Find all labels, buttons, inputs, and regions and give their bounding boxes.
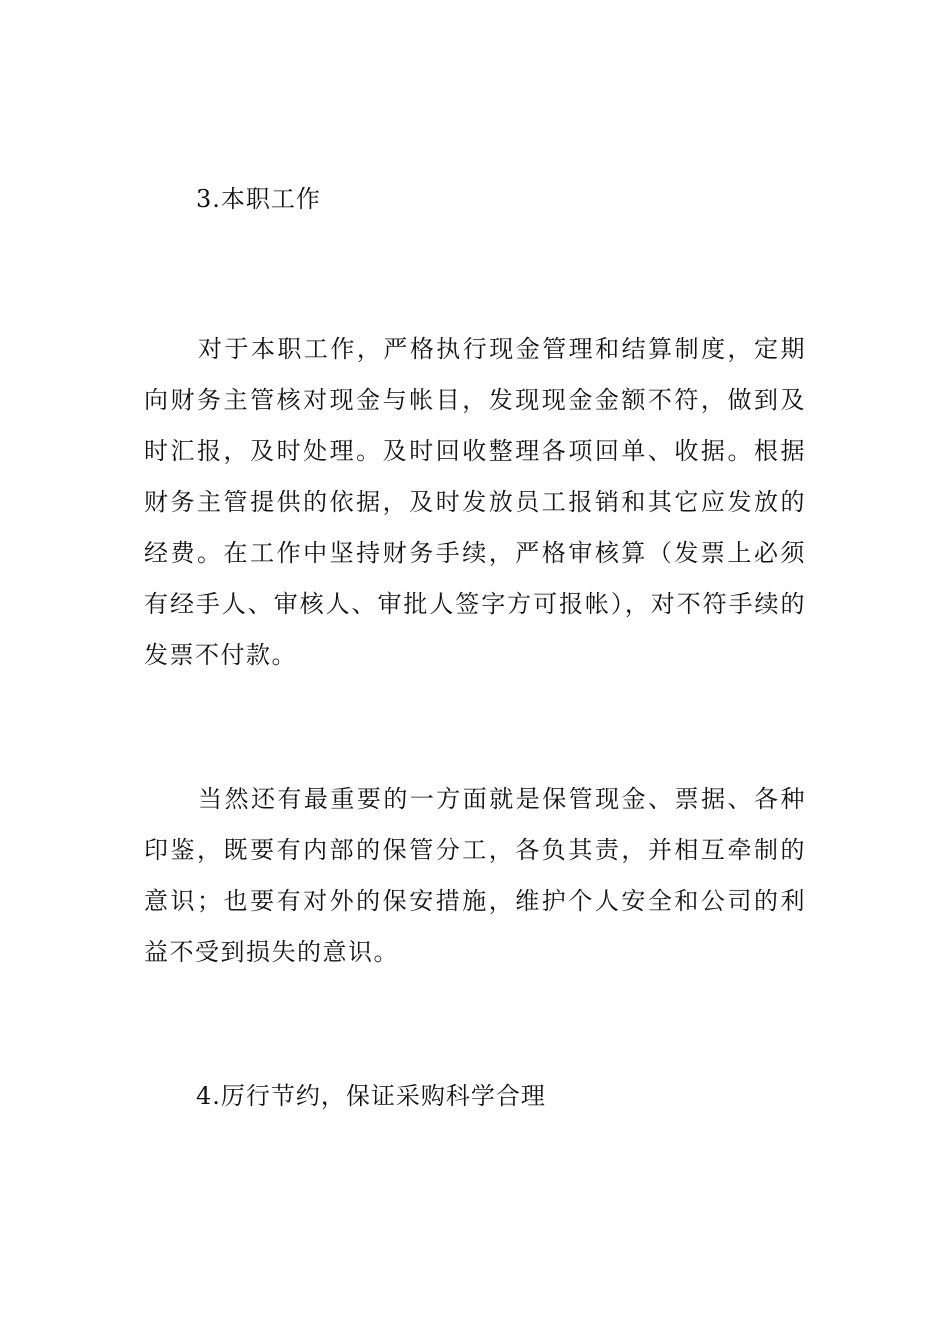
- paragraph-duties: 对于本职工作，严格执行现金管理和结算制度，定期向财务主管核对现金与帐目，发现现金金额不符，做到及时汇报，及时处理。及时回收整理各项回单、收据。根据财务主管提供的依据，及时发放员工报销和其它应发放的经费。在工作中坚持财务手续，严格审核算（发票上必须有经手人、审核人、审批人签字方可报帐），对不符手续的发票不付款。: [144, 335, 806, 669]
- paragraph-safekeeping: 当然还有最重要的一方面就是保管现金、票据、各种印鉴，既要有内部的保管分工，各负其责，并相互牵制的意识；也要有对外的保安措施，维护个人安全和公司的利益不受到损失的意识。: [144, 785, 806, 966]
- section-4-heading: 4.厉行节约，保证采购科学合理: [196, 1082, 546, 1110]
- section-3-heading: 3.本职工作: [196, 185, 321, 213]
